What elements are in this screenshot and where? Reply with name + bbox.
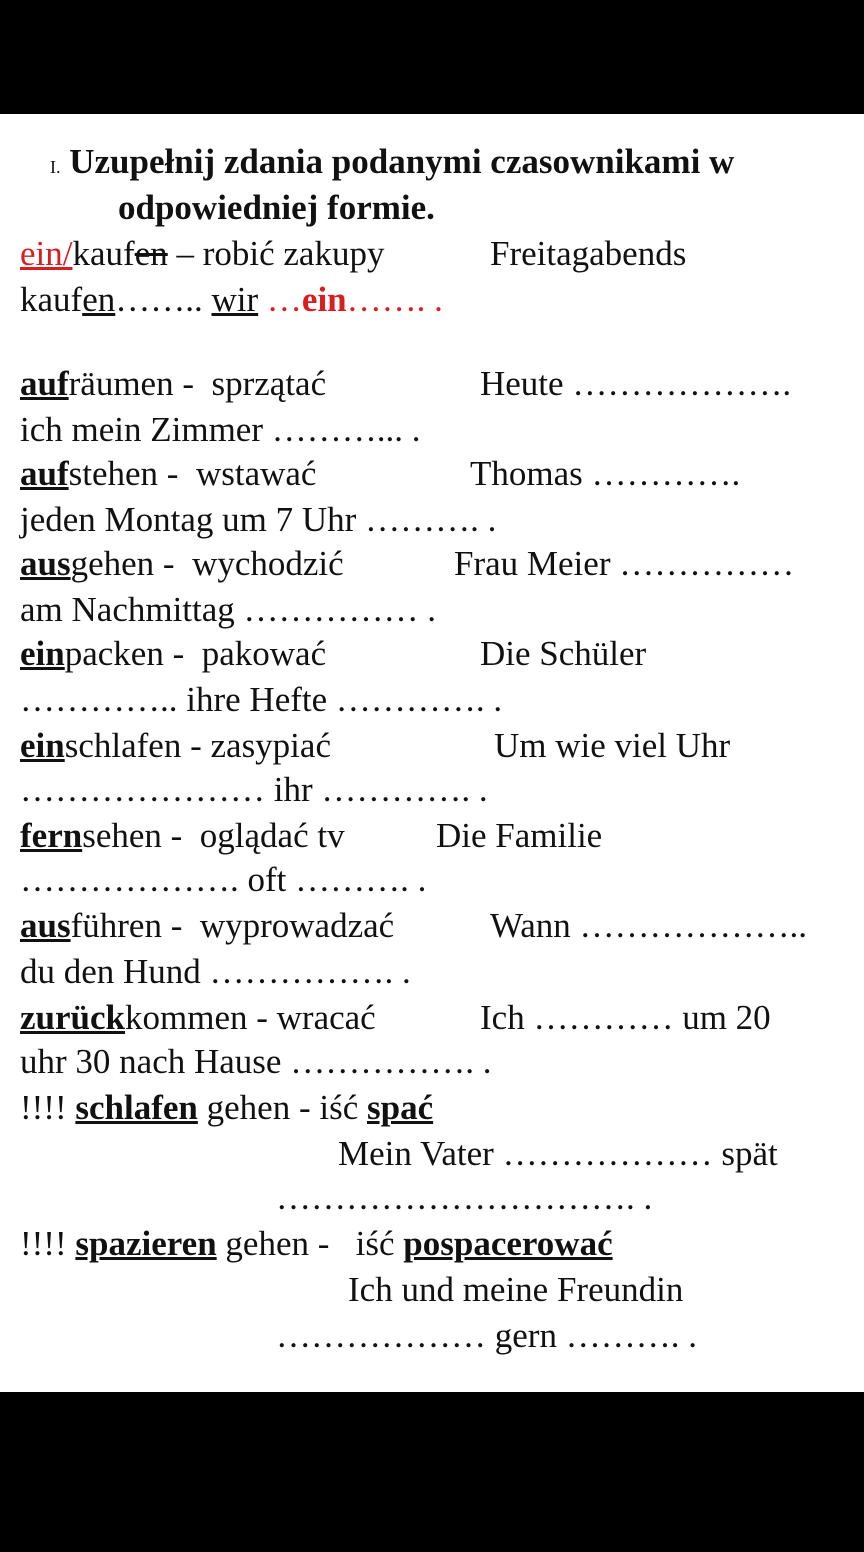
special-verb-meaning: spać xyxy=(366,1088,434,1127)
separable-prefix: ein xyxy=(20,634,65,673)
example-verb xyxy=(20,234,384,274)
exclamation-marks: !!!! xyxy=(20,1224,76,1263)
special-verb xyxy=(20,1224,613,1264)
exercise-number: I. xyxy=(50,157,61,177)
sentence-part1: Frau Meier …………… xyxy=(454,544,795,583)
verb-meaning: stehen - wstawać xyxy=(68,454,317,493)
sentence-part2: am Nachmittag …………… . xyxy=(20,590,437,629)
example-prefix: ein/ xyxy=(20,234,73,273)
example-answer-particle: ein xyxy=(301,280,347,319)
example-sentence-start: Freitagabends xyxy=(490,234,687,273)
sentence-part1: Die Familie xyxy=(436,816,603,855)
exercise-verb xyxy=(20,454,316,494)
sentence-part1: Wann ……………….. xyxy=(490,906,808,945)
separable-prefix: ein xyxy=(20,726,65,765)
special-verb-word: spazieren xyxy=(75,1224,217,1263)
verb-meaning: kommen - wracać xyxy=(125,998,376,1037)
sentence-part1: Mein Vater ……………… spät xyxy=(338,1134,778,1173)
sentence-part2: …………………………. . xyxy=(276,1178,653,1217)
exercise-verb xyxy=(20,544,344,584)
special-verb-word: schlafen xyxy=(75,1088,198,1127)
separable-prefix: auf xyxy=(20,454,69,493)
exercise-instruction: Uzupełnij zdania podanymi czasownikami w xyxy=(69,142,735,181)
blank: … xyxy=(258,280,302,319)
sentence-part1: Thomas …………. xyxy=(470,454,741,493)
example-answer-ending: en xyxy=(82,280,116,319)
exercise-verb xyxy=(20,364,326,404)
sentence-part2: ……………… gern ………. . xyxy=(276,1316,697,1355)
sentence-part1: Ich ………… um 20 xyxy=(480,998,771,1037)
verb-meaning: packen - pakować xyxy=(64,634,327,673)
sentence-part2: ich mein Zimmer ………... . xyxy=(20,410,421,449)
sentence-part1: Heute ………………. xyxy=(480,364,792,403)
exercise-verb xyxy=(20,816,345,856)
sentence-part2: ………….. ihre Hefte …………. . xyxy=(20,680,503,719)
special-verb-rest: gehen - iść xyxy=(197,1088,367,1127)
verb-meaning: sehen - oglądać tv xyxy=(82,816,345,855)
exercise-title-line2: odpowiedniej formie. xyxy=(118,188,435,227)
separable-prefix: auf xyxy=(20,364,69,403)
sentence-part1: Die Schüler xyxy=(480,634,647,673)
worksheet xyxy=(0,114,864,1392)
example-stem: kauf xyxy=(72,234,135,273)
verb-meaning: führen - wyprowadzać xyxy=(70,906,395,945)
exercise-verb xyxy=(20,998,376,1038)
blank: …….. xyxy=(115,280,212,319)
exclamation-marks: !!!! xyxy=(20,1088,76,1127)
exercise-verb xyxy=(20,906,394,946)
exercise-verb xyxy=(20,634,326,674)
verb-meaning: schlafen - zasypiać xyxy=(64,726,331,765)
separable-prefix: fern xyxy=(20,816,83,855)
example-struck-ending: en xyxy=(134,234,168,273)
exercise-title-line1 xyxy=(50,142,734,187)
sentence-part2: ………………. oft ………. . xyxy=(20,860,427,899)
special-verb xyxy=(20,1088,433,1128)
sentence-part1: Ich und meine Freundin xyxy=(348,1270,684,1309)
example-subject: wir xyxy=(211,280,259,319)
sentence-part2: du den Hund ……………. . xyxy=(20,952,411,991)
separable-prefix: aus xyxy=(20,906,71,945)
sentence-part2: uhr 30 nach Hause ……………. . xyxy=(20,1042,492,1081)
sentence-part1: Um wie viel Uhr xyxy=(494,726,731,765)
example-meaning: – robić zakupy xyxy=(167,234,385,273)
example-answer xyxy=(20,280,443,320)
separable-prefix: aus xyxy=(20,544,71,583)
verb-meaning: gehen - wychodzić xyxy=(70,544,344,583)
special-verb-meaning: pospacerować xyxy=(403,1224,613,1263)
sentence-part2: jeden Montag um 7 Uhr ………. . xyxy=(20,500,497,539)
example-answer-stem: kauf xyxy=(20,280,83,319)
separable-prefix: zurück xyxy=(20,998,125,1037)
sentence-part2: ………………… ihr …………. . xyxy=(20,770,488,809)
special-verb-rest: gehen - iść xyxy=(216,1224,404,1263)
verb-meaning: räumen - sprzątać xyxy=(68,364,327,403)
exercise-verb xyxy=(20,726,331,766)
blank: ……. . xyxy=(346,280,443,319)
